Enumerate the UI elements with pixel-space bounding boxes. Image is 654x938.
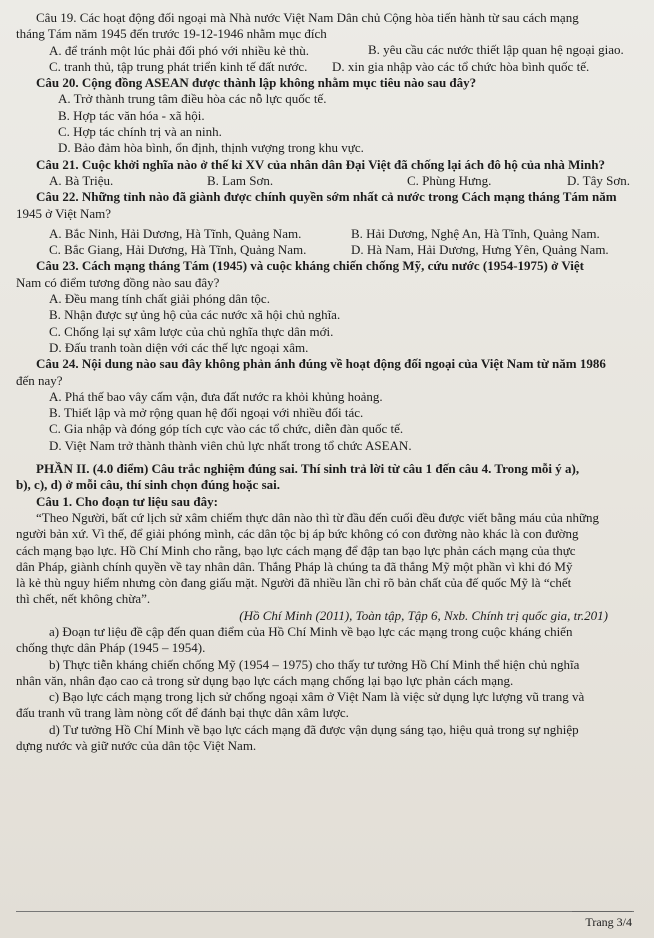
question-19-stem-line2: tháng Tám năm 1945 đến trước 19-12-1946 nhằm mục đích — [16, 26, 327, 42]
question-19-stem-line1: Câu 19. Các hoạt động đối ngoại mà Nhà nước Việt Nam Dân chủ Cộng hòa tiến hành từ sau cách mạng — [36, 10, 579, 25]
question-20 — [16, 75, 638, 156]
question-20-option-a: A. Trở thành trung tâm điều hòa các nỗ lực quốc tế. — [58, 91, 327, 107]
passage-line: là kẻ thù nguy hiểm nhưng còn đang giấu mặt. Người đã nhiều lần chỉ rõ bản chất của đế quốc Mỹ là “chết — [16, 575, 572, 591]
passage-source: (Hồ Chí Minh (2011), Toàn tập, Tập 6, Nxb. Chính trị quốc gia, tr.201) — [239, 607, 608, 623]
question-21-option-c: C. Phùng Hưng. — [407, 172, 492, 188]
question-24 — [16, 356, 638, 454]
question-22-option-c: C. Bắc Giang, Hải Dương, Hà Tĩnh, Quảng Nam. — [49, 242, 307, 258]
question-19-option-a: A. để tránh một lúc phải đối phó với nhiều kẻ thù. — [49, 42, 309, 58]
passage-line: “Theo Người, bất cứ lịch sử xâm chiếm thực dân nào thì từ đầu đến cuối đều được viết bằng máu của những — [36, 509, 600, 525]
question-21-option-a: A. Bà Triệu. — [49, 172, 114, 188]
passage-line: người bản xứ. Vì thế, để giải phóng mình, các dân tộc bị áp bức không có con đường nào khác là con đường — [16, 526, 579, 542]
question-24-stem-line2: đến nay? — [16, 372, 63, 388]
passage-line: cách mạng bạo lực. Hồ Chí Minh cho rằng, bạo lực cách mạng để đập tan bạo lực phản cách mạng của thực — [16, 542, 576, 558]
statement-a-line2: chống thực dân Pháp (1945 – 1954). — [16, 640, 206, 656]
question-22-stem-line2: 1945 ở Việt Nam? — [16, 205, 112, 221]
question-20-stem: Câu 20. Cộng đồng ASEAN được thành lập không nhằm mục tiêu nào sau đây? — [36, 75, 477, 91]
statement-d-line2: dựng nước và giữ nước của dân tộc Việt Nam. — [16, 738, 257, 754]
statement-a-line1: a) Đoạn tư liệu đề cập đến quan điểm của Hồ Chí Minh về bạo lực các mạng trong cuộc kháng chiến — [49, 623, 573, 639]
question-20-option-c: C. Hợp tác chính trị và an ninh. — [58, 124, 222, 140]
question-23-stem-line2: Nam có điểm tương đồng nào sau đây? — [16, 274, 220, 290]
question-19-option-c: C. tranh thủ, tập trung phát triển kinh tế đất nước. — [49, 58, 308, 74]
question-24-option-b: B. Thiết lập và mở rộng quan hệ đối ngoại với nhiều đối tác. — [49, 405, 364, 421]
question-24-option-a: A. Phá thế bao vây cấm vận, đưa đất nước ra khỏi khủng hoảng. — [49, 388, 383, 404]
question-21-option-b: B. Lam Sơn. — [207, 172, 274, 188]
question-23-option-c: C. Chống lại sự xâm lược của chủ nghĩa thực dân mới. — [49, 323, 334, 339]
question-21-option-d: D. Tây Sơn. — [567, 172, 630, 188]
question-22-option-b: B. Hải Dương, Nghệ An, Hà Tĩnh, Quảng Nam. — [351, 225, 600, 241]
part-2-heading-line1: PHẦN II. (4.0 điểm) Câu trắc nghiệm đúng sai. Thí sinh trả lời từ câu 1 đến câu 4. Trong mỗi ý a), — [36, 461, 580, 477]
statement-b-line1: b) Thực tiễn kháng chiến chống Mỹ (1954 – 1975) cho thấy tư tưởng Hồ Chí Minh thể hiện chủ nghĩa — [49, 656, 580, 672]
passage-line: dân Pháp, giành chính quyền về tay nhân dân. Thắng Pháp là chúng ta đã thắng Mỹ một phần vì khi đó Mỹ — [16, 558, 573, 574]
statement-b-line2: nhân văn, nhân đạo cao cả trong sử dụng bạo lực cách mạng chống lại bạo lực phản cách mạng. — [16, 672, 514, 688]
question-22-stem-line1: Câu 22. Những tỉnh nào đã giành được chính quyền sớm nhất cả nước trong Cách mạng tháng Tám năm — [36, 189, 617, 205]
statement-d-line1: d) Tư tưởng Hồ Chí Minh về bạo lực cách mạng đã được vận dụng sáng tạo, hiệu quả trong sự nghiệp — [49, 721, 579, 737]
question-24-option-d: D. Việt Nam trở thành thành viên chủ lực nhất trong tổ chức ASEAN. — [49, 437, 412, 453]
statement-c-line1: c) Bạo lực cách mạng trong lịch sử chống ngoại xâm ở Việt Nam là việc sử dụng lực lượng vũ trang và — [49, 689, 585, 705]
statement-c-line2: đấu tranh vũ trang làm nòng cốt để đánh bại thực dân xâm lược. — [16, 705, 349, 721]
question-24-option-c: C. Gia nhập và đóng góp tích cực vào các tổ chức, diễn đàn quốc tế. — [49, 421, 404, 437]
part-2-question-1 — [16, 494, 638, 755]
question-23-option-a: A. Đều mang tính chất giải phóng dân tộc. — [49, 291, 270, 307]
question-23 — [16, 258, 638, 356]
question-22-option-a: A. Bắc Ninh, Hải Dương, Hà Tĩnh, Quảng Nam. — [49, 225, 302, 241]
question-19 — [16, 10, 638, 75]
question-24-stem-line1: Câu 24. Nội dung nào sau đây không phản ánh đúng về hoạt động đối ngoại của Việt Nam từ năm 1986 — [36, 356, 606, 372]
question-20-option-d: D. Bảo đảm hòa bình, ổn định, thịnh vượng trong khu vực. — [58, 140, 364, 156]
page-number: Trang 3/4 — [572, 911, 632, 930]
question-23-stem-line1: Câu 23. Cách mạng tháng Tám (1945) và cuộc kháng chiến chống Mỹ, cứu nước (1954-1975) ở Việt — [36, 258, 584, 274]
question-23-option-d: D. Đấu tranh toàn diện với các thế lực ngoại xâm. — [49, 339, 309, 355]
question-23-option-b: B. Nhận được sự ủng hộ của các nước xã hội chủ nghĩa. — [49, 307, 341, 323]
part-2-heading — [16, 461, 638, 494]
part-2-heading-line2: b), c), d) ở mỗi câu, thí sinh chọn đúng hoặc sai. — [16, 477, 280, 493]
question-21 — [16, 157, 638, 190]
question-22-option-d: D. Hà Nam, Hải Dương, Hưng Yên, Quảng Nam. — [351, 242, 609, 258]
question-19-option-d: D. xin gia nhập vào các tổ chức hòa bình quốc tế. — [332, 58, 590, 74]
question-19-option-b: B. yêu cầu các nước thiết lập quan hệ ngoại giao. — [368, 42, 624, 57]
question-21-stem: Câu 21. Cuộc khởi nghĩa nào ở thế kỉ XV của nhân dân Đại Việt đã chống lại ách đô hộ của nhà Minh? — [36, 156, 605, 172]
footer-divider — [16, 911, 634, 912]
part-2-question-1-title: Câu 1. Cho đoạn tư liệu sau đây: — [36, 493, 218, 509]
passage-line: thì chết, nết không chừa”. — [16, 591, 151, 607]
question-20-option-b: B. Hợp tác văn hóa - xã hội. — [58, 107, 205, 123]
question-22 — [16, 189, 638, 258]
